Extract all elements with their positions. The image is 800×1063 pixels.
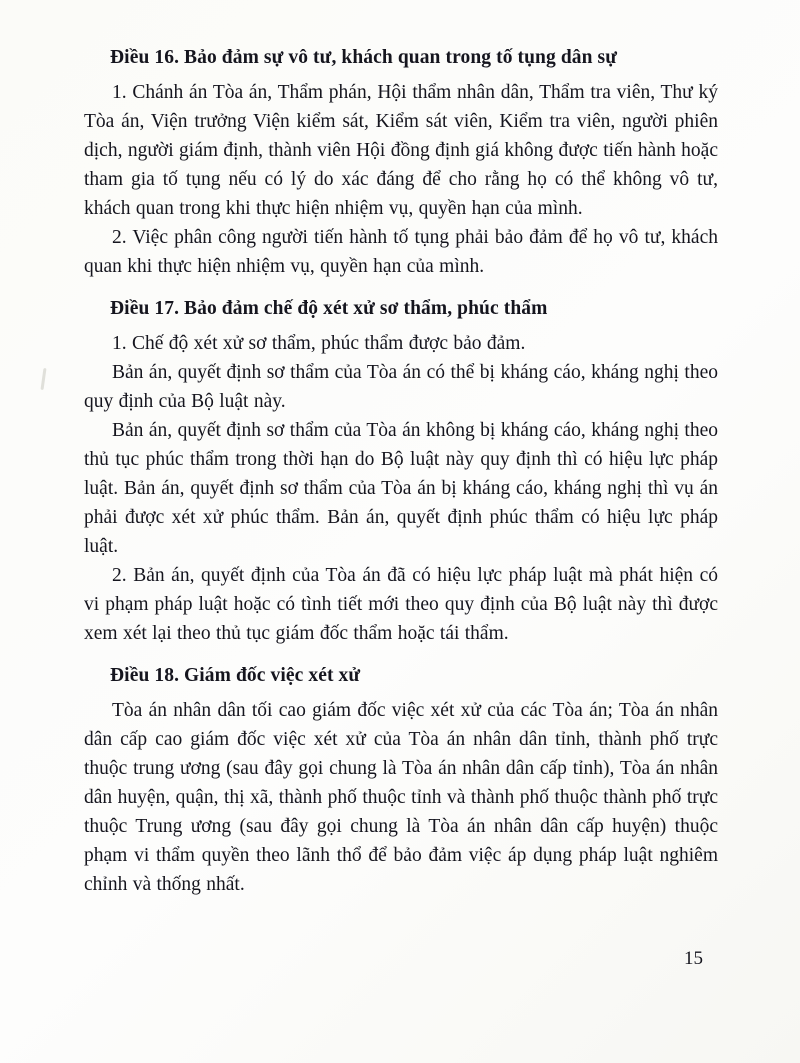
article-18-section: [84, 662, 718, 899]
article-17-paragraph-3: Bản án, quyết định sơ thẩm của Tòa án không bị kháng cáo, kháng nghị theo thủ tục phúc thẩm trong thời hạn do Bộ luật này quy định thì có hiệu lực pháp luật. Bản án, quyết định sơ thẩm của Tòa án bị kháng cáo, kháng nghị thì vụ án phải được xét xử phúc thẩm. Bản án, quyết định phúc thẩm có hiệu lực pháp luật.: [84, 420, 718, 557]
article-17-section: [84, 295, 718, 648]
article-16-heading: Điều 16. Bảo đảm sự vô tư, khách quan trong tố tụng dân sự: [110, 47, 618, 68]
article-17-paragraph-4: 2. Bản án, quyết định của Tòa án đã có hiệu lực pháp luật mà phát hiện có vi phạm pháp luật hoặc có tình tiết mới theo quy định của Bộ luật này thì được xem xét lại theo thủ tục giám đốc thẩm hoặc tái thẩm.: [84, 565, 718, 644]
article-16-paragraph-1: 1. Chánh án Tòa án, Thẩm phán, Hội thẩm nhân dân, Thẩm tra viên, Thư ký Tòa án, Viện trưởng Viện kiểm sát, Kiểm sát viên, Kiểm tra viên, người phiên dịch, người giám định, thành viên Hội đồng định giá không được tiến hành hoặc tham gia tố tụng nếu có lý do xác đáng để cho rằng họ có thể không vô tư, khách quan trong khi thực hiện nhiệm vụ, quyền hạn của mình.: [84, 82, 718, 219]
article-18-heading: Điều 18. Giám đốc việc xét xử: [110, 665, 361, 686]
article-16-paragraph-2: 2. Việc phân công người tiến hành tố tụng phải bảo đảm để họ vô tư, khách quan khi thực hiện nhiệm vụ, quyền hạn của mình.: [84, 227, 718, 277]
scan-artifact: [40, 368, 46, 390]
page-content: [84, 44, 718, 899]
article-17-paragraph-2: Bản án, quyết định sơ thẩm của Tòa án có thể bị kháng cáo, kháng nghị theo quy định của Bộ luật này.: [84, 362, 718, 412]
article-17-heading: Điều 17. Bảo đảm chế độ xét xử sơ thẩm, phúc thẩm: [110, 298, 548, 319]
article-18-paragraph-1: Tòa án nhân dân tối cao giám đốc việc xét xử của các Tòa án; Tòa án nhân dân cấp cao giám đốc việc xét xử của Tòa án nhân dân tỉnh, thành phố trực thuộc trung ương (sau đây gọi chung là Tòa án nhân dân cấp tỉnh), Tòa án nhân dân huyện, quận, thị xã, thành phố thuộc tỉnh và thành phố thuộc thành phố trực thuộc Trung ương (sau đây gọi chung là Tòa án nhân dân cấp huyện) thuộc phạm vi thẩm quyền theo lãnh thổ để bảo đảm việc áp dụng pháp luật nghiêm chỉnh và thống nhất.: [84, 700, 718, 895]
article-16-section: [84, 44, 718, 281]
article-17-paragraph-1: 1. Chế độ xét xử sơ thẩm, phúc thẩm được bảo đảm.: [112, 333, 526, 354]
page-number: 15: [684, 948, 703, 969]
